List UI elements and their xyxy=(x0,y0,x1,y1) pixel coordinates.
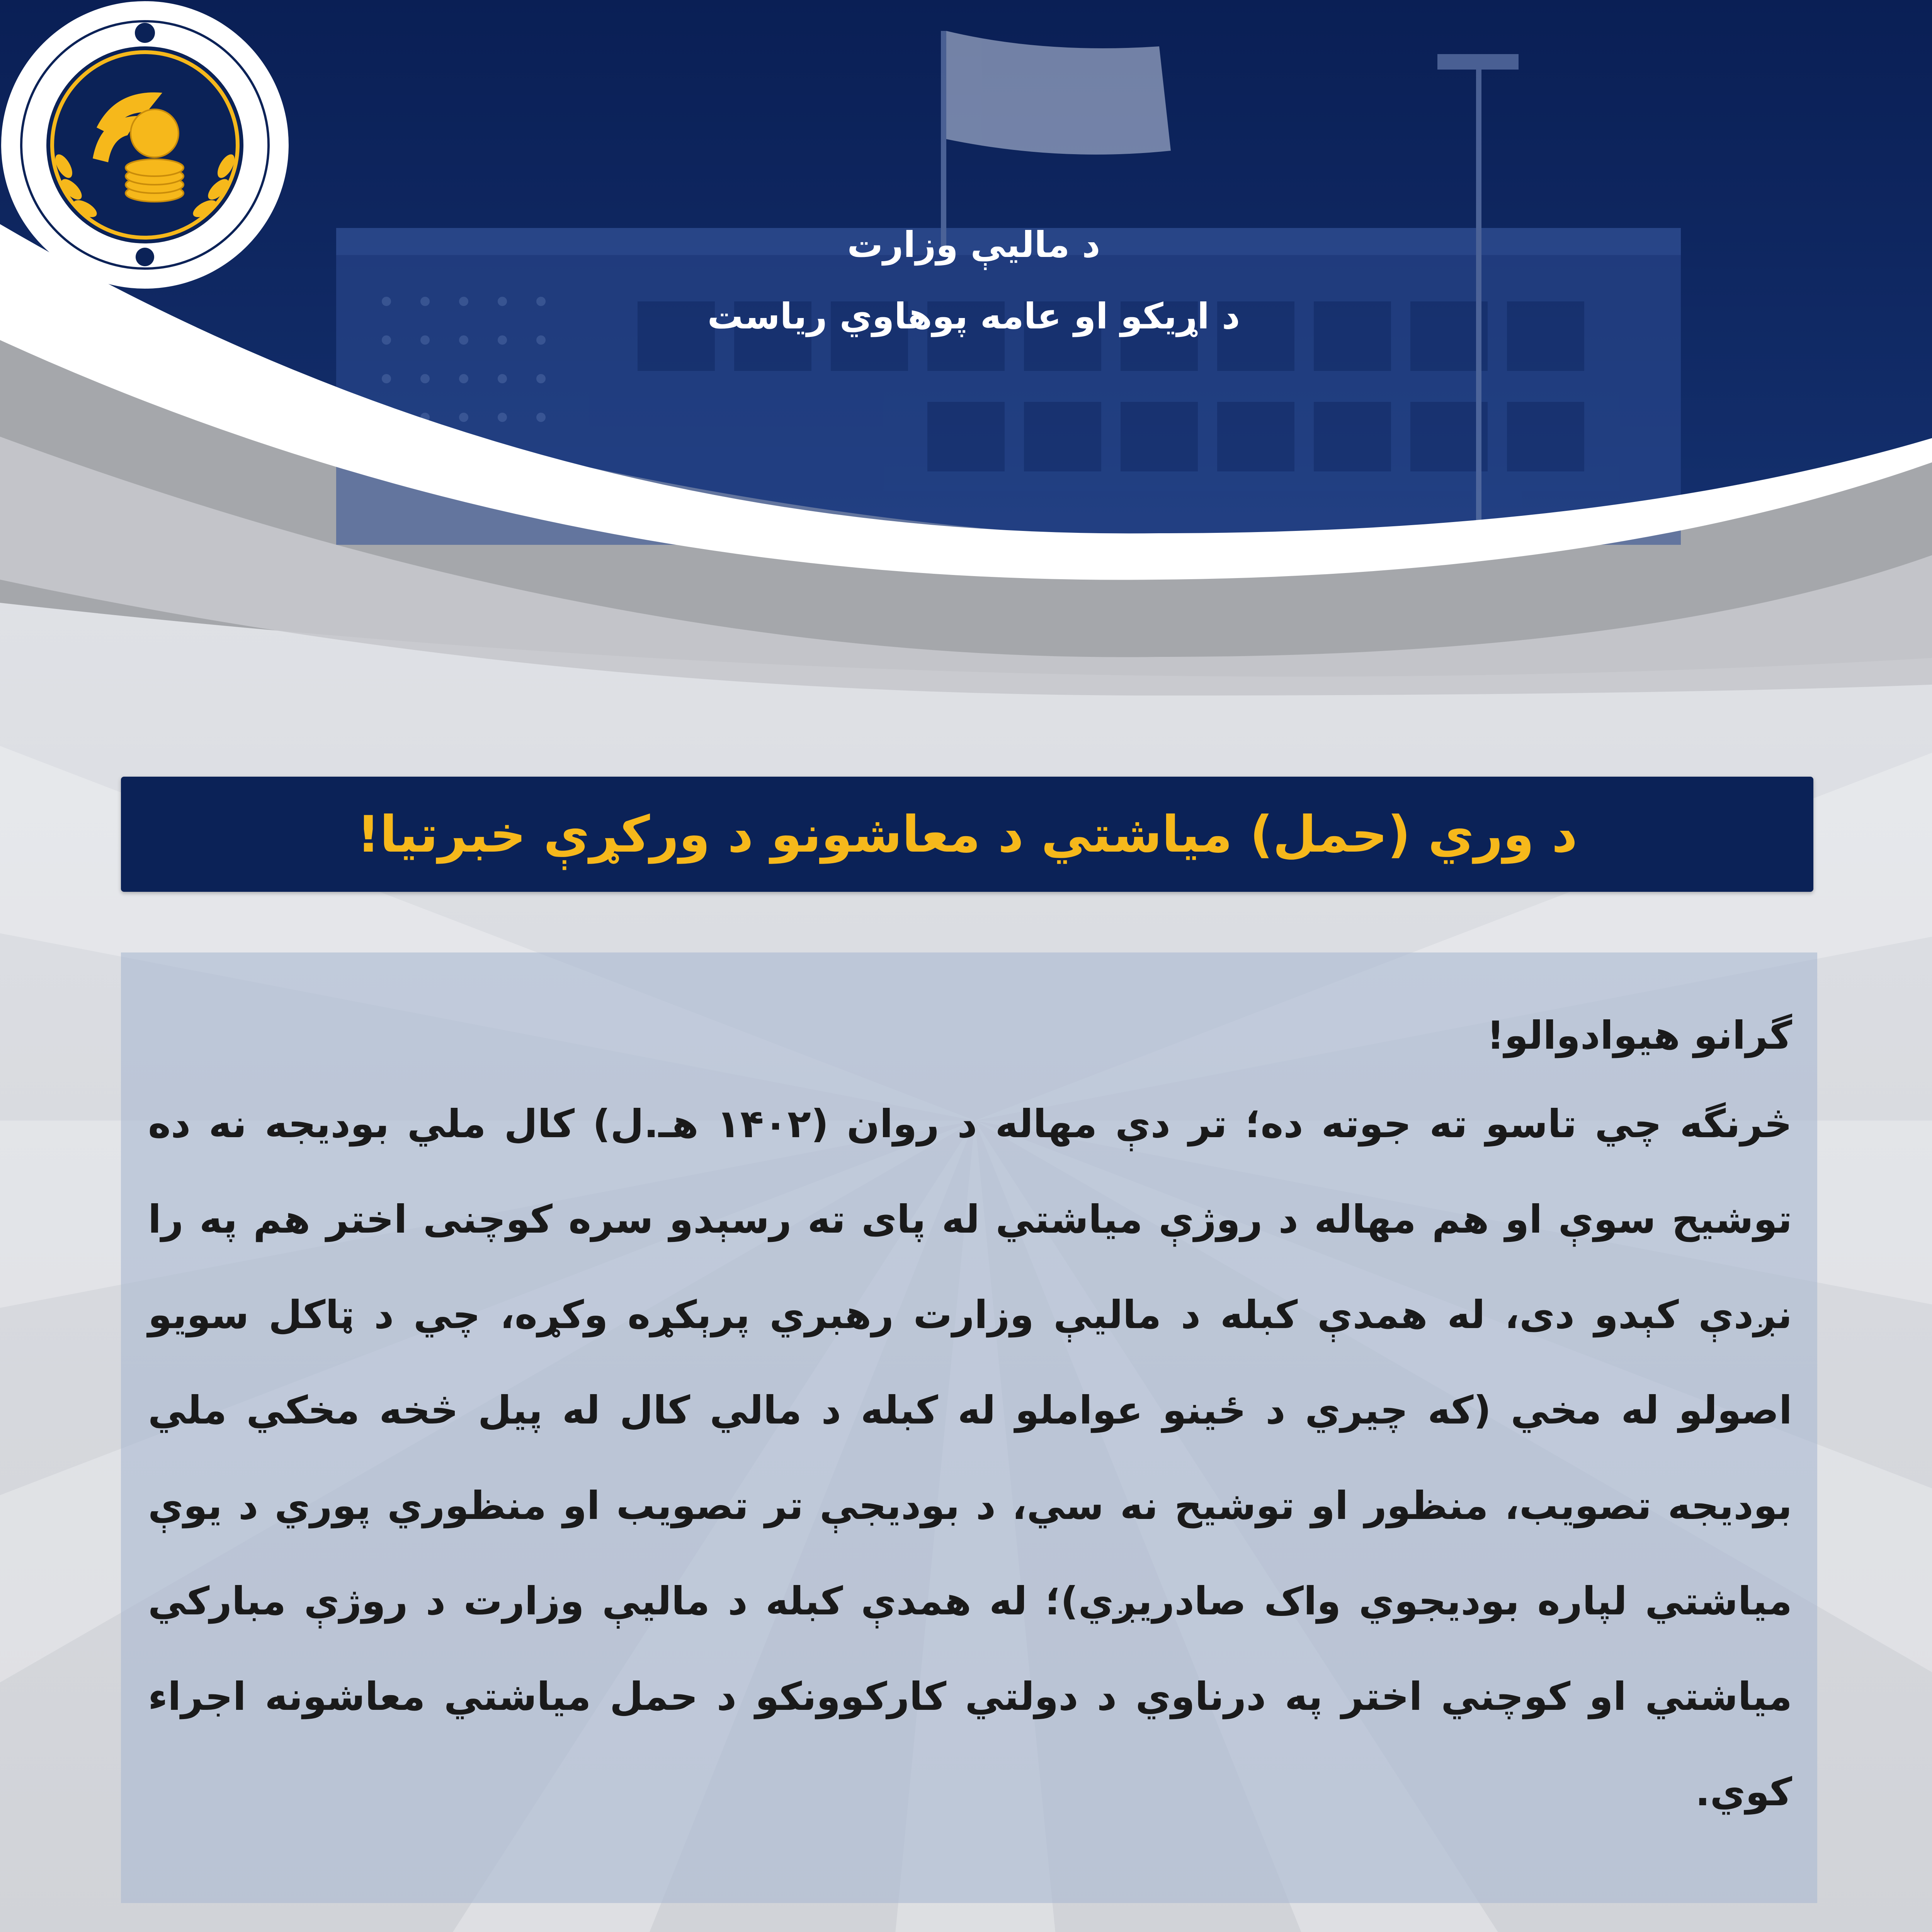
directorate-name: د اړيکو او عامه پوهاوي رياست xyxy=(707,296,1240,337)
announcement-body xyxy=(121,952,1817,1903)
header-background xyxy=(0,0,1932,696)
header-banner xyxy=(0,0,1932,696)
greeting: گرانو هيوادوالو! xyxy=(1486,1013,1792,1058)
announcement-title: د وري (حمل) مياشتي د معاشونو د ورکړې خبرتيا! xyxy=(357,805,1578,864)
ministry-seal-logo xyxy=(0,0,290,290)
body-paragraph: څرنگه چي تاسو ته جوته ده؛ تر دې مهاله د روان (۱۴۰۲ هـ.ل) کال ملي بوديجه نه ده توشيح سوې او هم مهاله د روژې مياشتي له پای ته رسېدو سره کوچنی اختر هم په را نږدې کېدو دی، له همدې کبله د ماليې وزارت رهبري پرېکړه وکړه، چي د ټاکل سويو اصولو له مخي (که چيري د ځينو عواملو له کبله د مالي کال له پيل څخه مخکي ملي بوديجه تصويب، منظور او توشيح نه سي، د بوديجې تر تصويب او منظوري پوري د يوې مياشتي لپاره بوديجوي واک صادريږي)؛ له همدې کبله د ماليې وزارت د روژې مبارکي مياشتي او کوچني اختر په درناوي د دولتي کارکوونکو د حمل مياشتي معاشونه اجراء کوي. xyxy=(148,1101,1793,1815)
ministry-name: د ماليې وزارت xyxy=(847,224,1100,265)
title-banner xyxy=(121,777,1813,892)
